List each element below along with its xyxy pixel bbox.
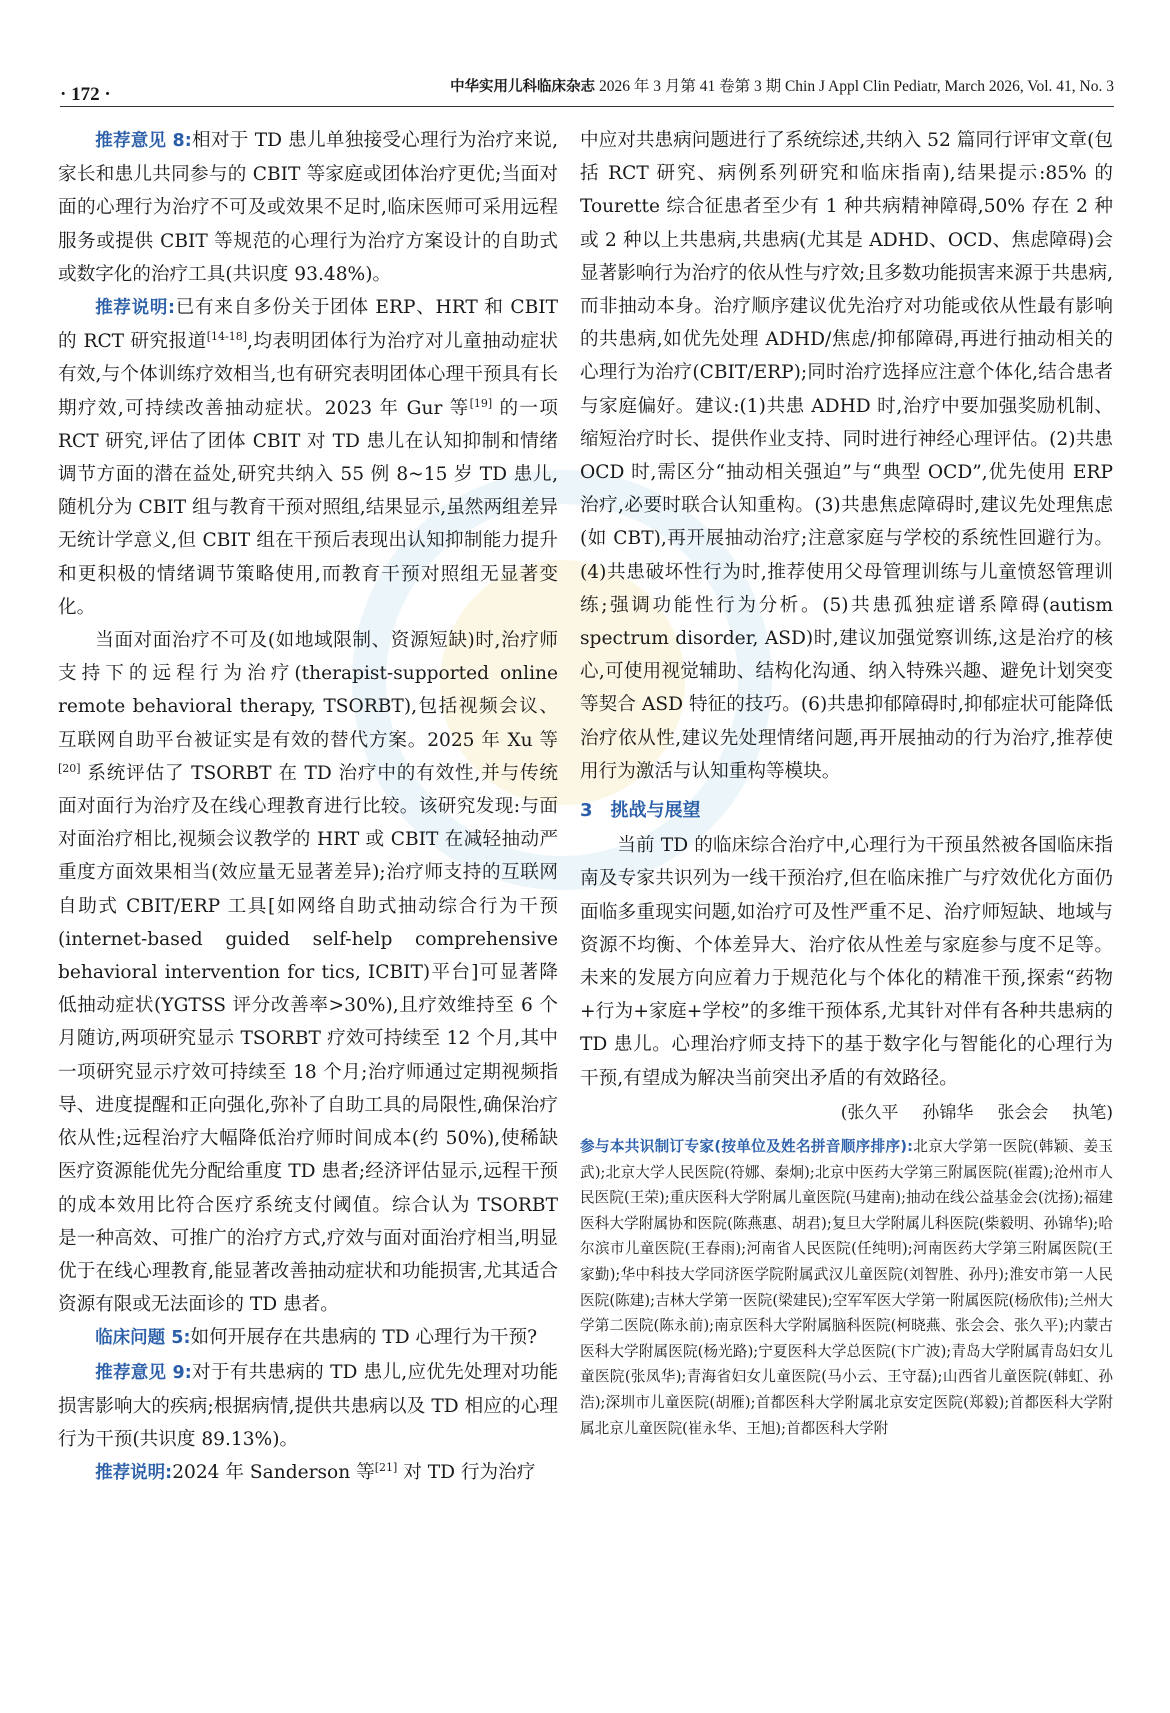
expert-list: 参与本共识制订专家(按单位及姓名拼音顺序排序):北京大学第一医院(韩颖、姜玉武);北京大学人民医院(符娜、秦炯);北京中医药大学第三附属医院(崔霞);沧州市人民医院(王荣);重庆医科大学附属儿童医院(马建南);抽动在线公益基金会(沈扬);福建医科大学附属协和医院(陈燕惠、胡君);复旦大学附属儿科医院(柴毅明、孙锦华);哈尔滨市儿童医院(王春雨);河南省人民医院(任纯明);河南医药大学第三附属医院(王家勤);华中科技大学同济医学院附属武汉儿童医院(刘智胜、孙丹);淮安市第一人民医院(陈建);吉林大学第一医院(梁建民);空军军医大学第一附属医院(杨欣伟);兰州大学第二医院(陈永前);南京医科大学附属脑科医院(柯晓燕、张会会、张久平);内蒙古医科大学附属医院(杨光路);宁夏医科大学总医院(卞广波);青岛大学附属青岛妇女儿童医院(张凤华);青海省妇女儿童医院(马小云、王守磊);山西省儿童医院(韩虹、孙浩);深圳市儿童医院(胡雁);首都医科大学附属北京安定医院(郑毅);首都医科大学附属北京儿童医院(崔永华、王旭);首都医科大学附 [580,1138,1113,1437]
explanation-9: 推荐说明:2024 年 Sanderson 等[21] 对 TD 行为治疗 [95,1460,536,1484]
challenges-paragraph: 当前 TD 的临床综合治疗中,心理行为干预虽然被各国临床指南及专家共识列为一线干预治疗,但在临床推广与疗效优化方面仍面临多重现实问题,如治疗可及性严重不足、治疗师短缺、地域与资源不均衡、个体差异大、治疗依从性差与家庭参与度不足等。未来的发展方向应着力于规范化与个体化的精准干预,探索“药物+行为+家庭+学校”的多维干预体系,尤其针对伴有各种共患病的 TD 患儿。心理治疗师支持下的基于数字化与智能化的心理行为干预,有望成为解决当前突出矛盾的有效路径。 [580,835,1113,1089]
recommendation-9-label: 推荐意见 9: [95,1362,192,1383]
recommendation-8: 推荐意见 8:相对于 TD 患儿单独接受心理行为治疗来说,家长和患儿共同参与的 CBIT 等家庭或团体治疗更优;当面对面的心理行为治疗不可及或效果不足时,临床医师可采用远程服务或提供 CBIT 等规范的心理行为治疗方案设计的自助式或数字化的治疗工具(共识度 93.48%)。 [58,130,558,285]
recommendation-8-label: 推荐意见 8: [95,131,192,151]
right-column [580,124,1113,1441]
author-credits: (张久平 孙锦华 张会会 执笔) [840,1102,1113,1123]
section-title: 挑战与展望 [610,800,701,822]
left-column [58,124,558,1490]
page-header [60,66,1114,107]
expert-list-label: 参与本共识制订专家(按单位及姓名拼音顺序排序): [580,1138,913,1156]
explanation-8-label: 推荐说明: [95,298,176,319]
citation-ref: [19] [469,396,493,410]
recommendation-9: 推荐意见 9:对于有共患病的 TD 患儿,应优先处理对功能损害影响大的疾病;根据病情,提供共患病以及 TD 相应的心理行为干预(共识度 89.13%)。 [58,1361,558,1450]
clinical-question-5: 临床问题 5:如何开展存在共患病的 TD 心理行为干预? [95,1327,538,1349]
journal-name-cn: 中华实用儿科临床杂志 [450,79,596,95]
page-number: · 172 · [60,84,111,105]
citation-ref: [21] [374,1460,398,1474]
journal-issue-info: 2026 年 3 月第 41 卷第 3 期 Chin J Appl Clin Pediatr, March 2026, Vol. 41, No. 3 [595,78,1114,95]
question-5-label: 临床问题 5: [95,1328,191,1349]
explanation-8: 推荐说明:已有来自多份关于团体 ERP、HRT 和 CBIT 的 RCT 研究报道[14-18],均表明团体行为治疗对儿童抽动症状有效,与个体训练疗效相当,也有研究表明团体心理干预具有长期疗效,可持续改善抽动症状。2023 年 Gur 等[19] 的一项 RCT 研究,评估了团体 CBIT 对 TD 患儿在认知抑制和情绪调节方面的潜在益处,研究共纳入 55 例 8~15 岁 TD 患儿,随机分为 CBIT 组与教育干预对照组,结果显示,虽然两组差异无统计学意义,但 CBIT 组在干预后表现出认知抑制能力提升和更积极的情绪调节策略使用,而教育干预对照组无显著变化。 [58,297,558,618]
explanation-9-label: 推荐说明: [95,1463,173,1484]
section-heading [580,794,1113,827]
paragraph-tsorbt: 当面对面治疗不可及(如地域限制、资源短缺)时,治疗师支持下的远程行为治疗(therapist-supported online remote behavioral therapy, TSORBT),包括视频会议、互联网自助平台被证实是有效的替代方案。2025 年 Xu 等[20] 系统评估了 TSORBT 在 TD 治疗中的有效性,并与传统面对面行为治疗及在线心理教育进行比较。该研究发现:与面对面治疗相比,视频会议教学的 HRT 或 CBIT 在减轻抽动严重度方面效果相当(效应量无显著差异);治疗师支持的互联网自助式 CBIT/ERP 工具[如网络自助式抽动综合行为干预(internet-based guided self-help comprehensive behavioral intervention for tics, ICBIT)平台]可显著降低抽动症状(YGTSS 评分改善率>30%),且疗效维持至 6 个月随访,两项研究显示 TSORBT 疗效可持续至 12 个月,其中一项研究显示疗效可持续至 18 个月;治疗师通过定期视频指导、进度提醒和正向强化,弥补了自助工具的局限性,确保治疗依从性;远程治疗大幅降低治疗师时间成本(约 50%),使稀缺医疗资源能优先分配给重度 TD 患者;经济评估显示,远程干预的成本效用比符合医疗系统支付阈值。综合认为 TSORBT 是一种高效、可推广的治疗方式,疗效与面对面治疗相当,明显优于在线心理教育,能显著改善抽动症状和功能损害,尤其适合资源有限或无法面诊的 TD 患者。 [58,630,558,1316]
citation-ref: [14-18] [206,330,248,344]
journal-citation [450,74,1114,96]
section-number: 3 [580,800,593,822]
comorbidity-paragraph: 中应对共患病问题进行了系统综述,共纳入 52 篇同行评审文章(包括 RCT 研究、病例系列研究和临床指南),结果提示:85% 的 Tourette 综合征患者至少有 1 种共病精神障碍,50% 存在 2 种或 2 种以上共患病,共患病(尤其是 ADHD、OCD、焦虑障碍)会显著影响行为治疗的依从性与疗效;且多数功能损害来源于共患病,而非抽动本身。治疗顺序建议优先治疗对功能或依从性最有影响的共患病,如优先处理 ADHD/焦虑/抑郁障碍,再进行抽动相关的心理行为治疗(CBIT/ERP);同时治疗选择应注意个体化,结合患者与家庭偏好。建议:(1)共患 ADHD 时,治疗中要加强奖励机制、缩短治疗时长、提供作业支持、同时进行神经心理评估。(2)共患 OCD 时,需区分“抽动相关强迫”与“典型 OCD”,优先使用 ERP 治疗,必要时联合认知重构。(3)共患焦虑障碍时,建议先处理焦虑(如 CBT),再开展抽动治疗;注意家庭与学校的系统性回避行为。(4)共患破坏性行为时,推荐使用父母管理训练与儿童愤怒管理训练;强调功能性行为分析。(5)共患孤独症谱系障碍(autism spectrum disorder, ASD)时,建议加强觉察训练,这是治疗的核心,可使用视觉辅助、结构化沟通、纳入特殊兴趣、避免计划突变等契合 ASD 特征的技巧。(6)共患抑郁障碍时,抑郁症状可能降低治疗依从性,建议先处理情绪问题,再开展抽动的行为治疗,推荐使用行为激活与认知重构等模块。 [580,130,1113,782]
citation-ref: [20] [58,761,81,775]
